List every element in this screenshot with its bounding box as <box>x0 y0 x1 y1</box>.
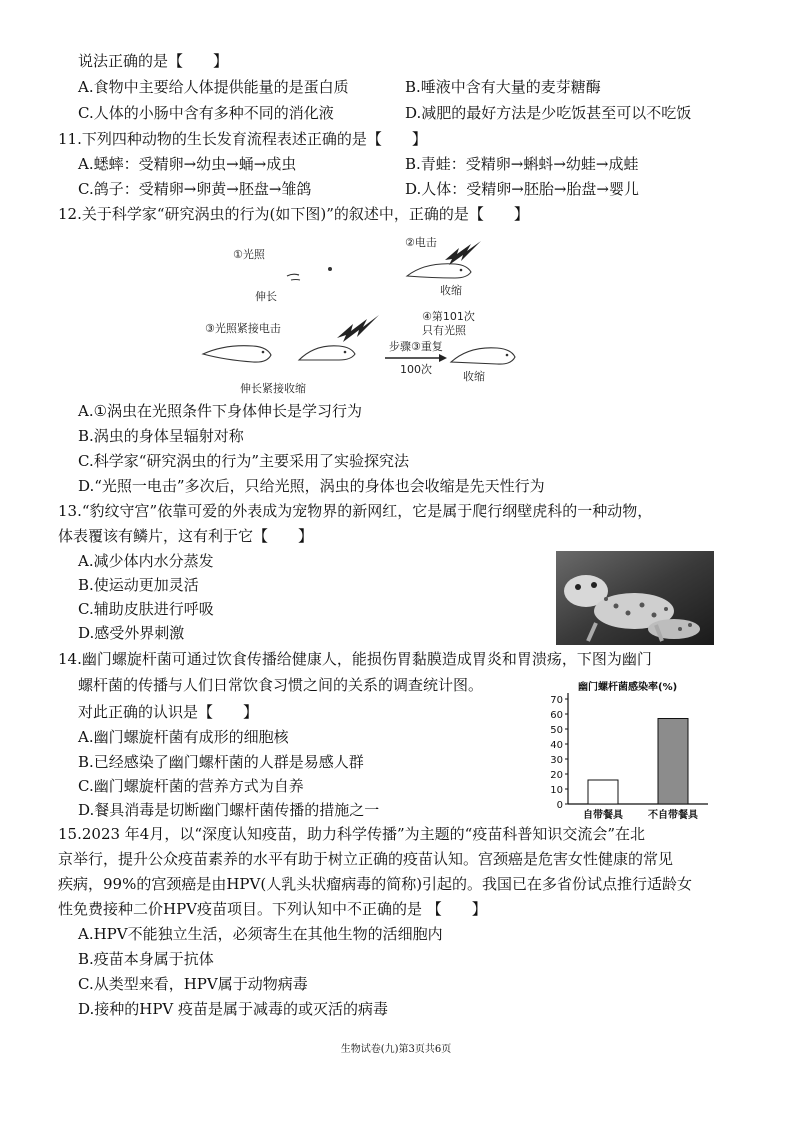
lightning-icon <box>445 241 481 265</box>
q11-option-a: A.蟋蟀：受精卵→幼虫→蛹→成虫 <box>78 155 297 173</box>
planarian-step2-icon <box>407 264 471 278</box>
q14-stem-line1: 14.幽门螺旋杆菌可通过饮食传播给健康人，能损伤胃黏膜造成胃炎和胃溃疡，下图为幽门 <box>58 650 652 668</box>
q13-option-b: B.使运动更加灵活 <box>78 576 199 594</box>
fig-step3-label: ③光照紧接电击 <box>205 322 281 335</box>
bar-1 <box>588 780 618 804</box>
planarian-experiment-figure <box>195 228 555 400</box>
q13-option-d: D.感受外界刺激 <box>78 624 185 642</box>
q14-stem-line2: 螺杆菌的传播与人们日常饮食习惯之间的关系的调查统计图。 <box>78 676 484 694</box>
q14-option-c: C.幽门螺旋杆菌的营养方式为自养 <box>78 777 304 795</box>
category-label: 不自带餐具 <box>648 810 698 821</box>
q12-option-c: C.科学家“研究涡虫的行为”主要采用了实验探究法 <box>78 452 410 470</box>
q11-option-d: D.人体：受精卵→胚胎→胎盘→婴儿 <box>405 180 639 198</box>
q13-option-a: A.减少体内水分蒸发 <box>78 552 214 570</box>
q11-option-b: B.青蛙：受精卵→蝌蚪→幼蛙→成蛙 <box>405 155 639 173</box>
q14-option-a: A.幽门螺旋杆菌有成形的细胞核 <box>78 728 289 746</box>
q15-line4: 性免费接种二价HPV疫苗项目。下列认知中不正确的是 【 】 <box>58 900 487 918</box>
fig-step3-result: 伸长紧接收缩 <box>240 382 306 395</box>
bar-2 <box>658 719 688 805</box>
q10-option-c: C.人体的小肠中含有多种不同的消化液 <box>78 104 334 122</box>
gecko-image <box>556 551 714 645</box>
q10-option-b: B.唾液中含有大量的麦芽糖酶 <box>405 78 601 96</box>
y-tick-label: 70 <box>550 695 563 706</box>
y-tick-label: 40 <box>550 740 563 751</box>
fig-step4-result: 收缩 <box>463 370 485 383</box>
q13-stem-line2: 体表覆该有鳞片，这有利于它【 】 <box>58 527 314 545</box>
q13-stem-line1: 13.“豹纹守宫”依靠可爱的外表成为宠物界的新网红，它是属于爬行纲壁虎科的一种动物， <box>58 502 653 520</box>
planarian-step4-icon <box>451 348 515 364</box>
y-tick-label: 50 <box>550 725 563 736</box>
q14-option-b: B.已经感染了幽门螺杆菌的人群是易感人群 <box>78 753 364 771</box>
fig-step2-label: ②电击 <box>405 236 437 249</box>
fig-repeat-label: 步骤③重复 <box>389 340 443 353</box>
y-tick-label: 0 <box>556 800 563 811</box>
fig-step4-line2: 只有光照 <box>422 324 466 337</box>
y-tick-label: 20 <box>550 770 563 781</box>
q12-option-b: B.涡虫的身体呈辐射对称 <box>78 427 244 445</box>
q11-stem: 11.下列四种动物的生长发育流程表述正确的是【 】 <box>58 130 427 148</box>
q10-option-d: D.减肥的最好方法是少吃饭甚至可以不吃饭 <box>405 104 692 122</box>
chart-title: 幽门螺杆菌感染率(%) <box>578 682 678 693</box>
fig-repeat-count: 100次 <box>400 363 432 376</box>
fig-step2-result: 收缩 <box>440 284 462 297</box>
q12-stem: 12.关于科学家“研究涡虫的行为(如下图)”的叙述中，正确的是【 】 <box>58 205 529 223</box>
fig-step1-result: 伸长 <box>255 290 277 303</box>
q15-line1: 15.2023 年4月，以“深度认知疫苗，助力科学传播”为主题的“疫苗科普知识交流会”在北 <box>58 825 646 843</box>
q15-option-a: A.HPV不能独立生活，必须寄生在其他生物的活细胞内 <box>78 925 443 943</box>
chart-bars <box>588 719 688 805</box>
q15-option-b: B.疫苗本身属于抗体 <box>78 950 214 968</box>
fig-step4-line1: ④第101次 <box>422 310 475 323</box>
q15-option-c: C.从类型来看，HPV属于动物病毒 <box>78 975 308 993</box>
q13-option-c: C.辅助皮肤进行呼吸 <box>78 600 214 618</box>
category-label: 自带餐具 <box>583 810 623 821</box>
q14-stem-line3: 对此正确的认识是【 】 <box>78 703 259 721</box>
y-tick-label: 30 <box>550 755 563 766</box>
planarian-step1-icon <box>287 267 332 280</box>
chart-labels <box>583 808 699 821</box>
fig-step1-label: ①光照 <box>233 248 265 261</box>
q15-line3: 疾病，99%的宫颈癌是由HPV(人乳头状瘤病毒的简称)引起的。我国已在多省份试点推行适龄女 <box>58 875 693 893</box>
q15-option-d: D.接种的HPV 疫苗是属于减毒的或灭活的病毒 <box>78 1000 389 1018</box>
q15-line2: 京举行，提升公众疫苗素养的水平有助于树立正确的疫苗认知。宫颈癌是危害女性健康的常见 <box>58 850 674 868</box>
repeat-arrow-icon <box>385 354 447 362</box>
q10-stem-tail: 说法正确的是【 】 <box>78 52 229 70</box>
y-tick-label: 10 <box>550 785 563 796</box>
q12-option-a: A.①涡虫在光照条件下身体伸长是学习行为 <box>78 402 363 420</box>
q12-option-d: D.“光照一电击”多次后，只给光照，涡虫的身体也会收缩是先天性行为 <box>78 477 545 495</box>
page-footer: 生物试卷(九)第3页共6页 <box>340 1044 452 1055</box>
leopard-gecko-photo <box>556 551 714 645</box>
q11-option-c: C.鸽子：受精卵→卵黄→胚盘→雏鸽 <box>78 180 312 198</box>
q14-option-d: D.餐具消毒是切断幽门螺杆菌传播的措施之一 <box>78 801 380 819</box>
planarian-figure-drawing <box>195 228 555 400</box>
planarian-step3-icon <box>203 346 355 362</box>
y-tick-label: 60 <box>550 710 563 721</box>
lightning-icon <box>337 315 379 342</box>
q10-option-a: A.食物中主要给人体提供能量的是蛋白质 <box>78 78 349 96</box>
infection-rate-chart <box>540 676 720 826</box>
chart-canvas <box>540 676 720 826</box>
